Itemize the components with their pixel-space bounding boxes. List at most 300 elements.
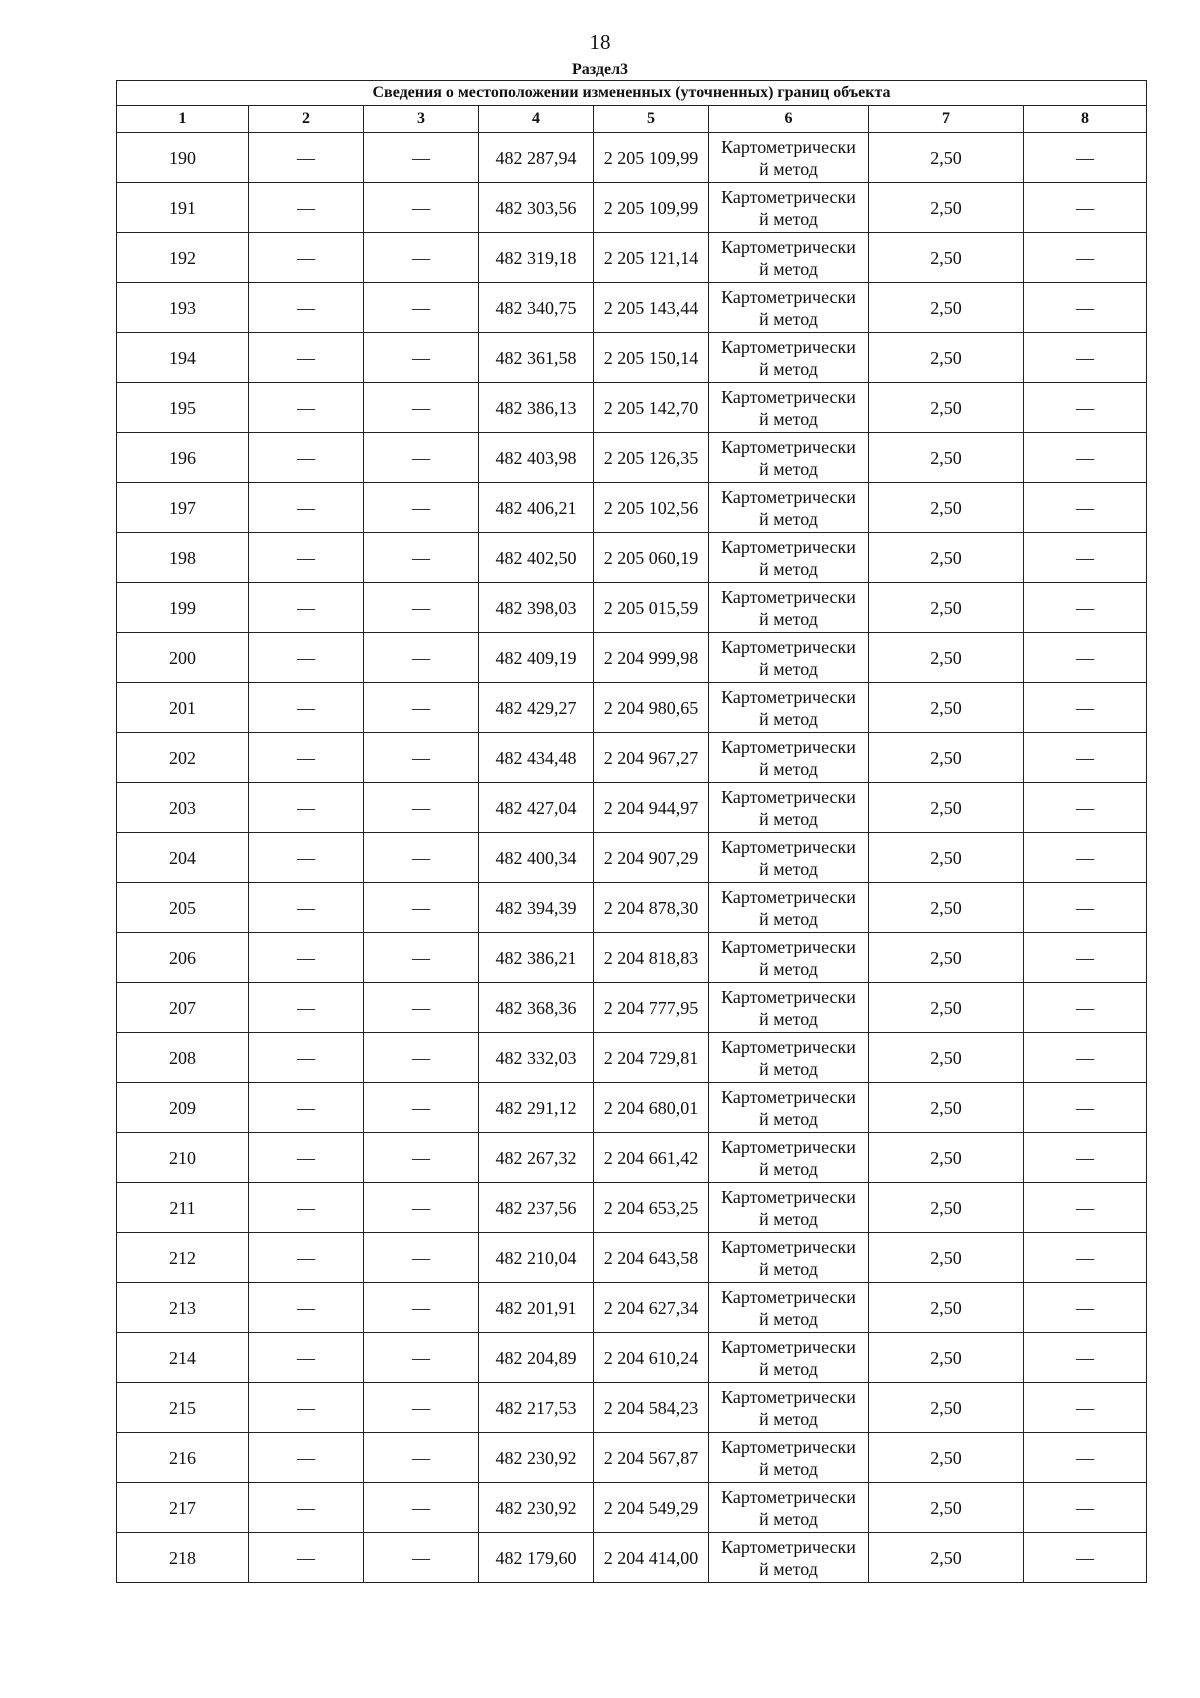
column-8-cell: — [1024,1333,1147,1383]
point-number-cell: 196 [117,433,249,483]
x-coordinate-cell: 482 394,39 [479,883,594,933]
point-number-cell: 202 [117,733,249,783]
method-line-2: й метод [759,158,818,179]
method-cell [709,1083,869,1133]
accuracy-cell: 2,50 [869,383,1024,433]
point-number-cell: 208 [117,1033,249,1083]
column-8-cell: — [1024,783,1147,833]
table-row [117,283,1147,333]
method-cell [709,833,869,883]
column-2-cell: — [249,683,364,733]
method-line-1: Картометрически [721,936,856,957]
column-3-cell: — [364,833,479,883]
table-row [117,983,1147,1033]
table-row [117,683,1147,733]
x-coordinate-cell: 482 368,36 [479,983,594,1033]
table-row [117,783,1147,833]
x-coordinate-cell: 482 237,56 [479,1183,594,1233]
boundary-coordinates-table [116,80,1147,1583]
column-8-cell: — [1024,233,1147,283]
y-coordinate-cell: 2 205 102,56 [594,483,709,533]
y-coordinate-cell: 2 204 907,29 [594,833,709,883]
method-line-1: Картометрически [721,1286,856,1307]
point-number-cell: 218 [117,1533,249,1583]
column-2-cell: — [249,1133,364,1183]
point-number-cell: 204 [117,833,249,883]
column-2-cell: — [249,333,364,383]
column-3-cell: — [364,1483,479,1533]
y-coordinate-cell: 2 205 150,14 [594,333,709,383]
point-number-cell: 194 [117,333,249,383]
point-number-cell: 212 [117,1233,249,1283]
accuracy-cell: 2,50 [869,333,1024,383]
method-cell [709,1433,869,1483]
column-3-cell: — [364,933,479,983]
accuracy-cell: 2,50 [869,1033,1024,1083]
column-8-cell: — [1024,533,1147,583]
table-row [117,183,1147,233]
y-coordinate-cell: 2 204 567,87 [594,1433,709,1483]
column-2-cell: — [249,1083,364,1133]
method-line-2: й метод [759,758,818,779]
method-line-1: Картометрически [721,386,856,407]
accuracy-cell: 2,50 [869,1283,1024,1333]
method-line-2: й метод [759,1258,818,1279]
method-cell [709,683,869,733]
y-coordinate-cell: 2 205 121,14 [594,233,709,283]
method-cell [709,983,869,1033]
x-coordinate-cell: 482 409,19 [479,633,594,683]
method-cell [709,183,869,233]
column-2-cell: — [249,1183,364,1233]
x-coordinate-cell: 482 201,91 [479,1283,594,1333]
table-row [117,1033,1147,1083]
table-row [117,533,1147,583]
method-cell [709,633,869,683]
point-number-cell: 201 [117,683,249,733]
x-coordinate-cell: 482 427,04 [479,783,594,833]
column-8-cell: — [1024,1433,1147,1483]
column-8-cell: — [1024,133,1147,183]
method-line-2: й метод [759,1158,818,1179]
column-2-cell: — [249,833,364,883]
method-cell [709,433,869,483]
table-row [117,833,1147,883]
method-line-1: Картометрически [721,336,856,357]
table-row [117,1383,1147,1433]
column-2-cell: — [249,383,364,433]
column-2-cell: — [249,1333,364,1383]
method-line-1: Картометрически [721,636,856,657]
y-coordinate-cell: 2 204 584,23 [594,1383,709,1433]
x-coordinate-cell: 482 217,53 [479,1383,594,1433]
point-number-cell: 198 [117,533,249,583]
method-cell [709,383,869,433]
column-2-cell: — [249,983,364,1033]
point-number-cell: 215 [117,1383,249,1433]
method-line-2: й метод [759,808,818,829]
point-number-cell: 203 [117,783,249,833]
method-line-1: Картометрически [721,1136,856,1157]
column-3-cell: — [364,783,479,833]
column-2-cell: — [249,783,364,833]
table-row [117,383,1147,433]
table-body [117,133,1147,1583]
column-2-cell: — [249,1283,364,1333]
x-coordinate-cell: 482 230,92 [479,1483,594,1533]
column-8-cell: — [1024,983,1147,1033]
y-coordinate-cell: 2 204 680,01 [594,1083,709,1133]
column-8-cell: — [1024,1183,1147,1233]
column-3-cell: — [364,533,479,583]
column-number: 1 [117,106,249,133]
column-3-cell: — [364,1183,479,1233]
method-line-2: й метод [759,658,818,679]
section-label: Раздел3 [571,61,629,78]
column-2-cell: — [249,533,364,583]
accuracy-cell: 2,50 [869,683,1024,733]
point-number-cell: 206 [117,933,249,983]
accuracy-cell: 2,50 [869,633,1024,683]
column-3-cell: — [364,1133,479,1183]
column-3-cell: — [364,1233,479,1283]
accuracy-cell: 2,50 [869,1533,1024,1583]
x-coordinate-cell: 482 386,21 [479,933,594,983]
x-coordinate-cell: 482 179,60 [479,1533,594,1583]
accuracy-cell: 2,50 [869,583,1024,633]
y-coordinate-cell: 2 204 729,81 [594,1033,709,1083]
table-row [117,1183,1147,1233]
method-line-2: й метод [759,958,818,979]
x-coordinate-cell: 482 303,56 [479,183,594,233]
column-8-cell: — [1024,1483,1147,1533]
column-2-cell: — [249,933,364,983]
method-cell [709,1283,869,1333]
y-coordinate-cell: 2 204 878,30 [594,883,709,933]
column-3-cell: — [364,1283,479,1333]
column-8-cell: — [1024,1133,1147,1183]
point-number-cell: 213 [117,1283,249,1333]
method-line-1: Картометрически [721,1236,856,1257]
table-row [117,1233,1147,1283]
method-cell [709,1033,869,1083]
method-cell [709,1183,869,1233]
accuracy-cell: 2,50 [869,283,1024,333]
x-coordinate-cell: 482 429,27 [479,683,594,733]
column-3-cell: — [364,1533,479,1583]
column-3-cell: — [364,483,479,533]
table-row [117,933,1147,983]
method-line-1: Картометрически [721,1186,856,1207]
column-3-cell: — [364,883,479,933]
accuracy-cell: 2,50 [869,233,1024,283]
column-2-cell: — [249,883,364,933]
method-line-1: Картометрически [721,786,856,807]
accuracy-cell: 2,50 [869,183,1024,233]
column-2-cell: — [249,1383,364,1433]
y-coordinate-cell: 2 204 818,83 [594,933,709,983]
method-line-2: й метод [759,258,818,279]
method-line-1: Картометрически [721,736,856,757]
column-2-cell: — [249,633,364,683]
point-number-cell: 207 [117,983,249,1033]
method-cell [709,1483,869,1533]
table-row [117,733,1147,783]
method-line-2: й метод [759,508,818,529]
column-8-cell: — [1024,883,1147,933]
y-coordinate-cell: 2 204 944,97 [594,783,709,833]
x-coordinate-cell: 482 267,32 [479,1133,594,1183]
column-8-cell: — [1024,483,1147,533]
y-coordinate-cell: 2 205 060,19 [594,533,709,583]
method-line-1: Картометрически [721,486,856,507]
column-3-cell: — [364,1433,479,1483]
column-2-cell: — [249,1483,364,1533]
x-coordinate-cell: 482 210,04 [479,1233,594,1283]
method-line-2: й метод [759,908,818,929]
table-row [117,233,1147,283]
table-row [117,333,1147,383]
method-cell [709,1333,869,1383]
point-number-cell: 200 [117,633,249,683]
table-caption: Сведения о местоположении измененных (уточненных) границ объекта [117,81,1147,106]
x-coordinate-cell: 482 400,34 [479,833,594,883]
column-8-cell: — [1024,1533,1147,1583]
column-number: 4 [479,106,594,133]
accuracy-cell: 2,50 [869,133,1024,183]
y-coordinate-cell: 2 204 643,58 [594,1233,709,1283]
column-8-cell: — [1024,283,1147,333]
method-line-2: й метод [759,1008,818,1029]
column-number: 7 [869,106,1024,133]
point-number-cell: 210 [117,1133,249,1183]
accuracy-cell: 2,50 [869,533,1024,583]
column-2-cell: — [249,283,364,333]
column-2-cell: — [249,1033,364,1083]
method-line-2: й метод [759,358,818,379]
method-line-1: Картометрически [721,236,856,257]
x-coordinate-cell: 482 340,75 [479,283,594,333]
accuracy-cell: 2,50 [869,983,1024,1033]
point-number-cell: 190 [117,133,249,183]
accuracy-cell: 2,50 [869,783,1024,833]
method-line-1: Картометрически [721,1536,856,1557]
y-coordinate-cell: 2 204 777,95 [594,983,709,1033]
accuracy-cell: 2,50 [869,733,1024,783]
method-line-2: й метод [759,1058,818,1079]
accuracy-cell: 2,50 [869,433,1024,483]
y-coordinate-cell: 2 204 967,27 [594,733,709,783]
method-line-1: Картометрически [721,1436,856,1457]
column-3-cell: — [364,1083,479,1133]
method-line-1: Картометрически [721,836,856,857]
column-8-cell: — [1024,633,1147,683]
accuracy-cell: 2,50 [869,933,1024,983]
y-coordinate-cell: 2 205 143,44 [594,283,709,333]
method-cell [709,283,869,333]
method-line-1: Картометрически [721,1086,856,1107]
method-line-1: Картометрически [721,1486,856,1507]
accuracy-cell: 2,50 [869,1183,1024,1233]
column-8-cell: — [1024,383,1147,433]
x-coordinate-cell: 482 204,89 [479,1333,594,1383]
column-8-cell: — [1024,183,1147,233]
column-3-cell: — [364,583,479,633]
column-8-cell: — [1024,833,1147,883]
x-coordinate-cell: 482 406,21 [479,483,594,533]
column-8-cell: — [1024,1233,1147,1283]
x-coordinate-cell: 482 230,92 [479,1433,594,1483]
column-number: 3 [364,106,479,133]
method-cell [709,333,869,383]
method-line-2: й метод [759,558,818,579]
column-2-cell: — [249,133,364,183]
column-2-cell: — [249,733,364,783]
point-number-cell: 191 [117,183,249,233]
column-2-cell: — [249,483,364,533]
method-line-1: Картометрически [721,1036,856,1057]
x-coordinate-cell: 482 287,94 [479,133,594,183]
column-3-cell: — [364,633,479,683]
column-number: 2 [249,106,364,133]
accuracy-cell: 2,50 [869,1383,1024,1433]
accuracy-cell: 2,50 [869,1483,1024,1533]
y-coordinate-cell: 2 205 126,35 [594,433,709,483]
point-number-cell: 216 [117,1433,249,1483]
x-coordinate-cell: 482 398,03 [479,583,594,633]
column-3-cell: — [364,383,479,433]
accuracy-cell: 2,50 [869,883,1024,933]
y-coordinate-cell: 2 205 142,70 [594,383,709,433]
method-cell [709,1233,869,1283]
method-line-2: й метод [759,1108,818,1129]
point-number-cell: 205 [117,883,249,933]
table-row [117,1133,1147,1183]
method-cell [709,583,869,633]
column-3-cell: — [364,433,479,483]
column-number: 8 [1024,106,1147,133]
x-coordinate-cell: 482 319,18 [479,233,594,283]
column-3-cell: — [364,1033,479,1083]
y-coordinate-cell: 2 204 549,29 [594,1483,709,1533]
method-line-2: й метод [759,1408,818,1429]
method-line-2: й метод [759,1308,818,1329]
accuracy-cell: 2,50 [869,1333,1024,1383]
table-row [117,1533,1147,1583]
accuracy-cell: 2,50 [869,1433,1024,1483]
y-coordinate-cell: 2 205 109,99 [594,133,709,183]
method-line-2: й метод [759,308,818,329]
table-row [117,1333,1147,1383]
method-line-2: й метод [759,208,818,229]
method-cell [709,1133,869,1183]
point-number-cell: 195 [117,383,249,433]
method-line-1: Картометрически [721,886,856,907]
column-3-cell: — [364,133,479,183]
method-line-2: й метод [759,1208,818,1229]
column-8-cell: — [1024,433,1147,483]
method-line-2: й метод [759,608,818,629]
column-8-cell: — [1024,333,1147,383]
point-number-cell: 193 [117,283,249,333]
column-8-cell: — [1024,583,1147,633]
method-cell [709,533,869,583]
table-row [117,583,1147,633]
method-line-1: Картометрически [721,436,856,457]
method-cell [709,1383,869,1433]
point-number-cell: 214 [117,1333,249,1383]
page-number: 18 [589,30,611,54]
table-row [117,433,1147,483]
column-3-cell: — [364,1333,479,1383]
x-coordinate-cell: 482 402,50 [479,533,594,583]
column-2-cell: — [249,583,364,633]
table-row [117,1083,1147,1133]
column-3-cell: — [364,283,479,333]
method-cell [709,233,869,283]
column-2-cell: — [249,1433,364,1483]
column-8-cell: — [1024,1383,1147,1433]
column-2-cell: — [249,433,364,483]
point-number-cell: 211 [117,1183,249,1233]
column-2-cell: — [249,1533,364,1583]
column-8-cell: — [1024,933,1147,983]
point-number-cell: 209 [117,1083,249,1133]
x-coordinate-cell: 482 403,98 [479,433,594,483]
column-3-cell: — [364,733,479,783]
method-line-1: Картометрически [721,586,856,607]
y-coordinate-cell: 2 204 980,65 [594,683,709,733]
accuracy-cell: 2,50 [869,833,1024,883]
method-cell [709,483,869,533]
method-line-2: й метод [759,1458,818,1479]
column-3-cell: — [364,683,479,733]
method-line-2: й метод [759,458,818,479]
method-cell [709,883,869,933]
point-number-cell: 199 [117,583,249,633]
column-numbers-row [117,106,1147,133]
method-line-1: Картометрически [721,286,856,307]
accuracy-cell: 2,50 [869,483,1024,533]
method-cell [709,783,869,833]
accuracy-cell: 2,50 [869,1233,1024,1283]
y-coordinate-cell: 2 204 653,25 [594,1183,709,1233]
y-coordinate-cell: 2 204 661,42 [594,1133,709,1183]
x-coordinate-cell: 482 386,13 [479,383,594,433]
method-cell [709,133,869,183]
table-row [117,1483,1147,1533]
method-line-2: й метод [759,708,818,729]
table-row [117,633,1147,683]
table-row [117,1283,1147,1333]
x-coordinate-cell: 482 291,12 [479,1083,594,1133]
column-3-cell: — [364,233,479,283]
column-8-cell: — [1024,1283,1147,1333]
method-cell [709,933,869,983]
y-coordinate-cell: 2 205 109,99 [594,183,709,233]
point-number-cell: 192 [117,233,249,283]
x-coordinate-cell: 482 434,48 [479,733,594,783]
table-row [117,483,1147,533]
method-line-1: Картометрически [721,1336,856,1357]
accuracy-cell: 2,50 [869,1083,1024,1133]
point-number-cell: 217 [117,1483,249,1533]
column-2-cell: — [249,1233,364,1283]
method-line-2: й метод [759,858,818,879]
point-number-cell: 197 [117,483,249,533]
column-number: 5 [594,106,709,133]
column-8-cell: — [1024,1033,1147,1083]
